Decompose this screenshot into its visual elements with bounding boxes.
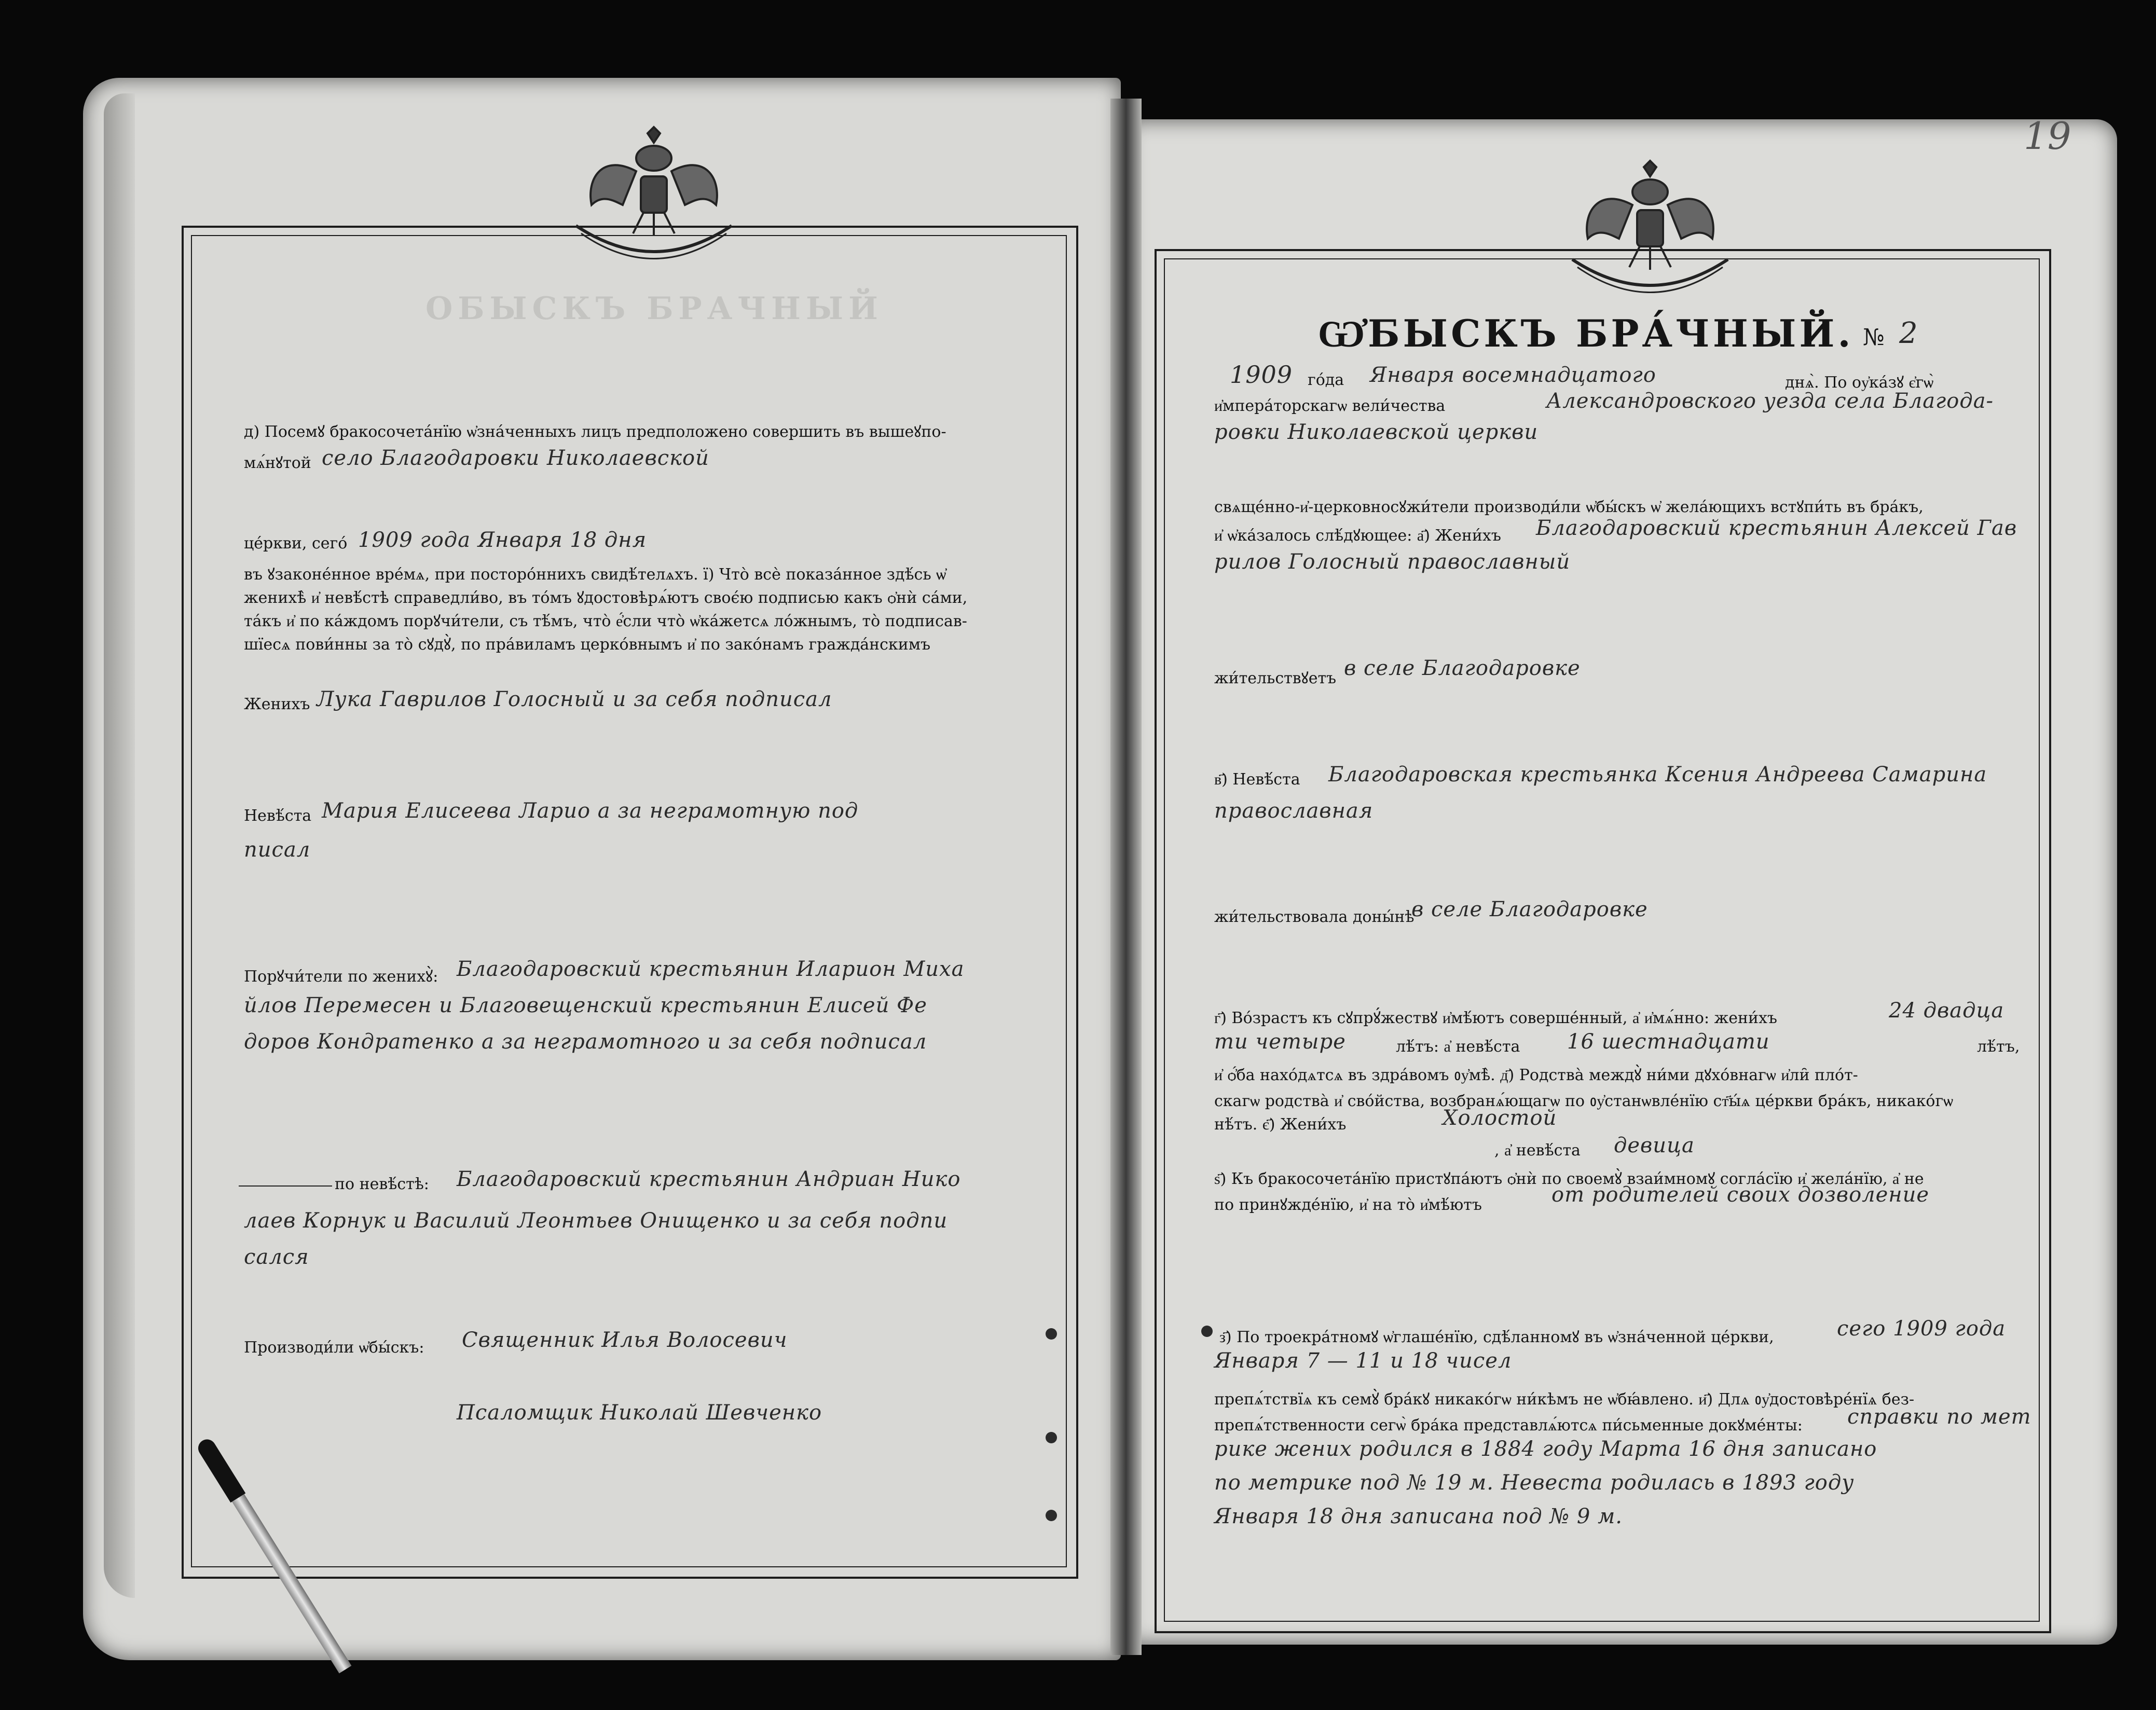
binding-hole	[1201, 1326, 1213, 1337]
left-guarantors-groom-line: доров Кондратенко а за неграмотного и за себя подписал	[244, 1030, 927, 1054]
right-banns-year: сего 1909 года	[1837, 1317, 2006, 1341]
binding-hole	[1046, 1432, 1057, 1443]
right-consent-line-2-print: по принꙋжде́нїю, и҆ на то̀ и҆мѣ́ютъ	[1214, 1196, 1482, 1214]
right-bride-status: девица	[1614, 1134, 1695, 1157]
right-bride-age: 16 шестнадцати	[1567, 1030, 1770, 1054]
right-documents-hand: справки по мет	[1847, 1405, 2031, 1429]
right-age-line-1-print: г҃) Во́зрастъ къ сꙋпрꙋ́жествꙋ и҆мѣ́ютъ соверше́нный, а҆ и҆мѧ́нно: жени́хъ	[1214, 1009, 1777, 1027]
left-guarantors-bride-line: сался	[244, 1245, 309, 1269]
document-title: Ѡ҆БЫСКЪ БРА́ЧНЫЙ.	[1318, 311, 1854, 355]
right-intro-line-2-hand: Александровского уезда села Благода-	[1546, 389, 1994, 413]
imperial-eagle-crest-icon	[1551, 156, 1749, 327]
right-groom-age: 24 двадца	[1889, 999, 2004, 1023]
left-guarantors-bride-dash	[239, 1185, 332, 1187]
right-consent-line-1: ѕ҃) Къ бракосочета́нїю пристꙋпа́ютъ ѻ҆нѝ по своемꙋ̀ взаи́мномꙋ согла́сїю и҆ жела́нїю, а҆ не	[1214, 1170, 1924, 1188]
right-age-line-5-print: нѣ́тъ. є҃) Жени́хъ	[1214, 1115, 1347, 1134]
left-clause-6-line-2-hand: село Благодаровки Николаевской	[322, 446, 709, 470]
right-intro-line-2-print: и҆мпера́торскагѡ вели́чества	[1214, 397, 1446, 415]
left-clause-6-body-line: та́къ и҆ по ка́ждомъ порꙋчи́тели, съ тѣ́мъ, что̀ е҆́сли что̀ ѡ҆ка́жетсѧ ло́жнымъ, то̀ подписав-	[244, 612, 967, 630]
right-groom-description: Благодаровский крестьянин Алексей Гав	[1536, 516, 2017, 540]
right-banns-line-3: препѧ́тствїѧ къ семꙋ̀ бра́кꙋ никако́гѡ ни́кѣмъ не ѡ҆бꙗ́влено. и҃) Длѧ ᲂу҆достовѣре́нїѧ без-	[1214, 1390, 1915, 1409]
right-intro-year: 1909	[1230, 361, 1293, 389]
left-bride-label: Невѣ́ста	[244, 807, 312, 825]
left-clause-6-body-line: въ ꙋзаконе́нное вре́мѧ, при посторо́ннихъ свидѣ́телѧхъ. ї) Что̀ всѐ показа́нное здѣ́сь ѡ҆	[244, 566, 946, 584]
right-age-line-2-print: лѣ́тъ: а҆ невѣ́ста	[1396, 1038, 1520, 1056]
right-bride-description-cont: православная	[1214, 799, 1374, 823]
right-bride-label: в҃) Невѣ́ста	[1214, 770, 1300, 789]
right-banns-line-4-print: препѧ́тственности сегѡ̀ бра́ка представлѧ́ютсѧ пи́сьменные докꙋме́нты:	[1214, 1416, 1803, 1435]
left-clause-6-line-2-print: мѧ́нꙋтой	[244, 454, 311, 472]
left-clause-6-body-line: шїесѧ пови́нны за то̀ сꙋдꙋ̀, по пра́виламъ церко́внымъ и҆ по зако́намъ гражда́нскимъ	[244, 636, 931, 654]
folio-number: 19	[2024, 114, 2071, 158]
right-groom-residence: в селе Благодаровке	[1344, 656, 1581, 680]
right-age-line-4: скагѡ родства̀ и҆ сво́йства, возбранѧ́ющагѡ по ᲂу҆станѡвле́нїю ст҃ы́ѧ це́ркви бра́къ, никако́гѡ	[1214, 1092, 1954, 1110]
left-groom-label: Женихъ	[244, 695, 310, 713]
right-bride-residence-label: жи́тельствовала доны́нѣ	[1214, 908, 1415, 926]
left-guarantors-bride-line: Благодаровский крестьянин Андриан Нико	[457, 1167, 961, 1191]
right-intro-day-print: днѧ̀. По оу҆ка́зꙋ є҆гѡ̀	[1785, 374, 1934, 392]
left-page-edge	[104, 93, 135, 1598]
right-bride-residence: в селе Благодаровке	[1411, 898, 1648, 921]
right-documents-hand-cont: по метрике под № 19 м. Невеста родилась в 1893 году	[1214, 1471, 1855, 1495]
right-parental-consent: от родителей своих дозволение	[1551, 1183, 1930, 1207]
left-clause-6-line-3-print: це́ркви, сего́	[244, 534, 348, 553]
right-groom-age-cont: ти четыре	[1214, 1030, 1346, 1054]
right-groom-residence-label: жи́тельствꙋетъ	[1214, 669, 1337, 687]
right-groom-status: Холостой	[1443, 1106, 1557, 1130]
left-guarantors-groom-line: Благодаровский крестьянин Иларион Миха	[457, 957, 965, 981]
document-number-label: №	[1863, 324, 1885, 351]
left-clause-6-body-line: женихѣ̀ и҆ невѣ́стѣ справедли́во, въ то́мъ ꙋдостовѣрѧ́ютъ своє́ю подписью какъ ѻ҆нѝ са́ми,	[244, 589, 968, 607]
right-intro-line-3-hand: ровки Николаевской церкви	[1214, 420, 1539, 444]
right-age-line-2-end: лѣ́тъ,	[1977, 1038, 2020, 1056]
bleed-through-heading: ОБЫСКЪ БРАЧНЫЙ	[425, 291, 883, 327]
binding-hole	[1046, 1328, 1057, 1340]
imperial-eagle-crest-icon	[555, 122, 752, 293]
right-intro-year-print: го́да	[1308, 371, 1344, 389]
right-intro-line-4: свѧще́нно-и҆-церковносꙋжи́тели производи́ли ѡ҆бы́скъ ѡ҆ жела́ющихъ встꙋпи́ть въ бра́къ,	[1214, 498, 1924, 516]
right-banns-dates: Января 7 — 11 и 18 чисел	[1214, 1349, 1512, 1373]
left-psalmist-signature: Псаломщик Николай Шевченко	[457, 1401, 822, 1425]
right-age-line-3: и҆ ѻ҆́ба нахо́дѧтсѧ въ здра́вомъ ᲂу҆мѣ̀. д҃) Родства̀ междꙋ̀ ни́ми дꙋхо́внагѡ и҆ли̑ пло́т-	[1214, 1066, 1858, 1084]
document-number: 2	[1899, 316, 1918, 350]
left-bride-signature-line-1: Мария Елисеева Ларио а за неграмотную под	[322, 799, 859, 823]
right-documents-hand-cont: Января 18 дня записана под № 9 м.	[1214, 1505, 1623, 1528]
right-age-line-6-print: , а҆ невѣ́ста	[1494, 1141, 1581, 1160]
right-banns-line-1-print: з҃) По троекра́тномꙋ ѡ҆глаше́нїю, сдѣ́ланномꙋ въ ѡ҆зна́ченной це́ркви,	[1219, 1328, 1774, 1346]
left-guarantors-bride-line: лаев Корнук и Василий Леонтьев Онищенко и за себя подпи	[244, 1209, 948, 1233]
left-performed-label: Производи́ли ѡ҆бы́скъ:	[244, 1339, 424, 1357]
left-guarantors-groom-label: Порꙋчи́тели по женихꙋ̀:	[244, 968, 438, 986]
left-guarantors-groom-line: йлов Перемесен и Благовещенский крестьянин Елисей Фе	[244, 994, 927, 1017]
right-documents-hand-cont: рике жених родился в 1884 году Марта 16 дня записано	[1214, 1437, 1877, 1461]
right-intro-month: Января восемнадцатого	[1370, 363, 1656, 387]
right-bride-description: Благодаровская крестьянка Ксения Андреева Самарина	[1328, 763, 1987, 787]
left-groom-signature: Лука Гаврилов Голосный и за себя подписал	[317, 687, 832, 711]
right-groom-description-cont: рилов Голосный православный	[1214, 550, 1571, 574]
left-clause-6-line-1: д) Посемꙋ бракосочета́нїю ѡ҆зна́ченныхъ лицъ предположено совершить въ вышеꙋпо-	[244, 423, 946, 441]
left-guarantors-bride-label: по невѣ́стѣ:	[335, 1175, 429, 1193]
right-intro-line-5-print: и҆ ѡ҆ка́залось слѣ́дꙋющее: а҃) Жени́хъ	[1214, 527, 1501, 545]
binding-hole	[1046, 1510, 1057, 1521]
left-priest-signature: Священник Илья Волосевич	[462, 1328, 788, 1352]
book-gutter	[1110, 99, 1142, 1655]
left-bride-signature-line-2: писал	[244, 838, 311, 862]
left-clause-6-line-3-hand: 1909 года Января 18 дня	[358, 528, 647, 552]
